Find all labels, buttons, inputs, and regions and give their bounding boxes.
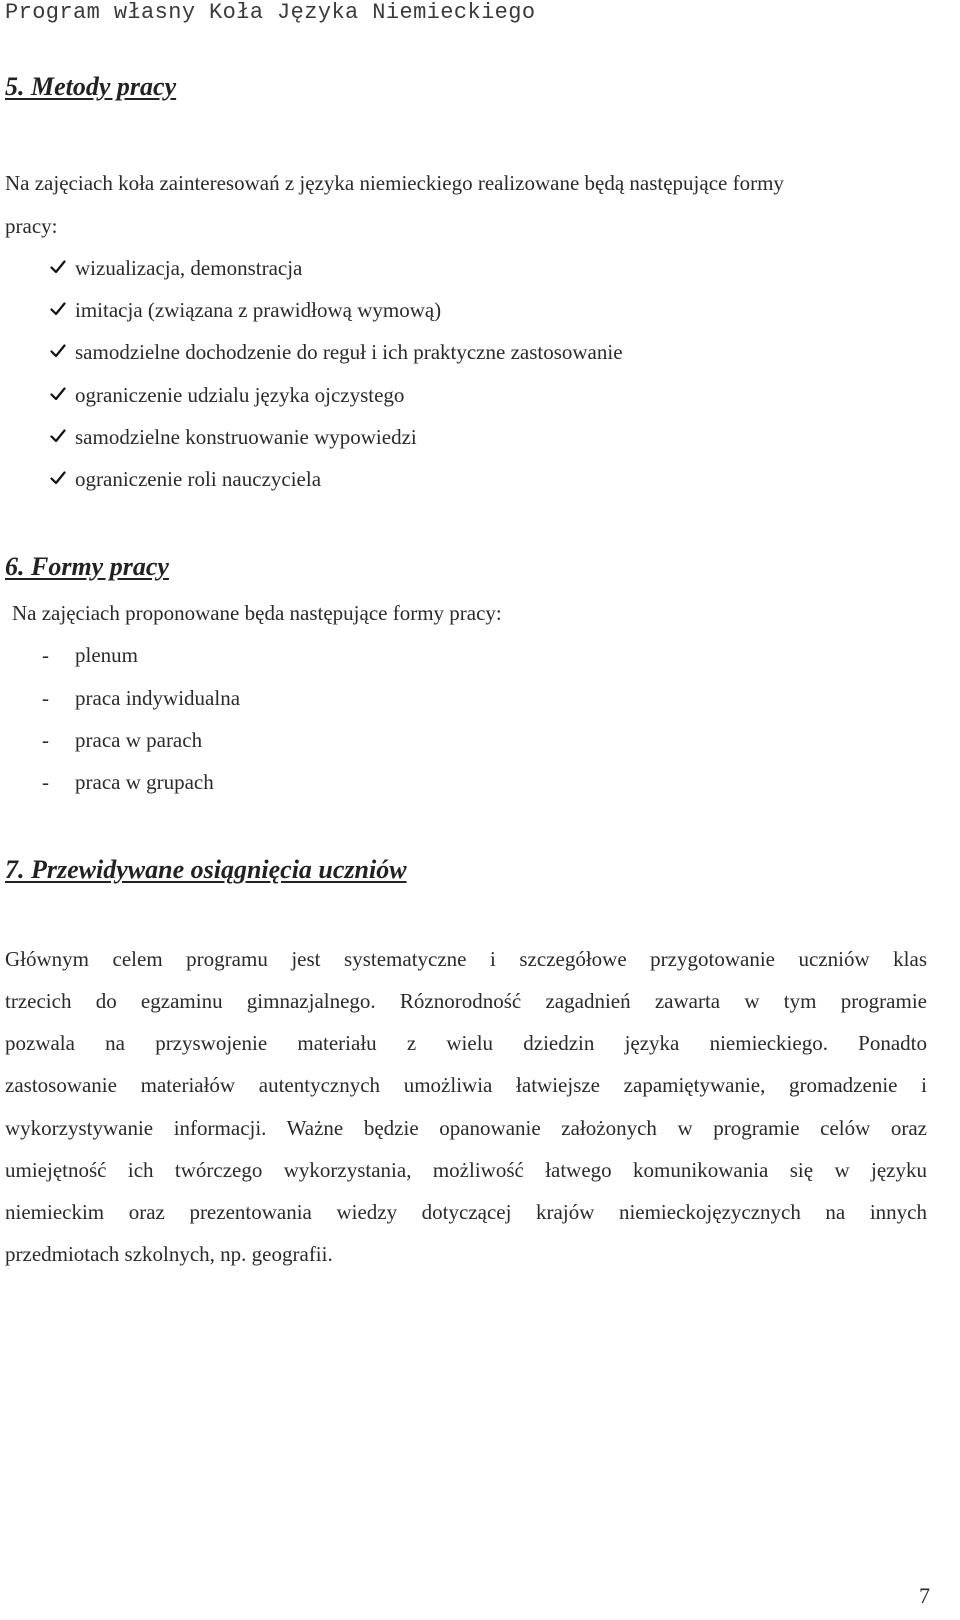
paragraph-line: niemieckim oraz prezentowania wiedzy dotyczącej krajów niemieckojęzycznych na innych	[5, 1200, 927, 1224]
section-heading-przewidywane-osiagniecia: 7. Przewidywane osiągnięcia uczniów	[5, 855, 407, 884]
paragraph-line: trzecich do egzaminu gimnazjalnego. Róznorodność zagadnień zawarta w tym programie	[5, 989, 927, 1013]
paragraph-line: umiejętność ich twórczego wykorzystania, możliwość łatwego komunikowania się w języku	[5, 1158, 927, 1182]
list-item-text: praca w parach	[75, 728, 203, 752]
section-heading-formy-pracy: 6. Formy pracy	[5, 552, 169, 581]
list-item-text: samodzielne dochodzenie do reguł i ich praktyczne zastosowanie	[75, 340, 623, 364]
list-item-text: imitacja (związana z prawidłową wymową)	[75, 298, 442, 322]
list-item-text: plenum	[75, 643, 138, 667]
paragraph-line: pozwala na przyswojenie materiału z wielu dziedzin języka niemieckiego. Ponadto	[5, 1031, 927, 1055]
section5-intro-line-1: Na zajęciach koła zainteresowań z języka niemieckiego realizowane będą następujące formy	[5, 171, 784, 195]
section5-intro-line-2: pracy:	[5, 214, 58, 238]
list-item-text: ograniczenie roli nauczyciela	[75, 467, 322, 491]
checkmark-icon	[50, 301, 66, 317]
checkmark-icon	[50, 470, 66, 486]
checkmark-icon	[50, 428, 66, 444]
checkmark-icon	[50, 343, 66, 359]
paragraph-line: Głównym celem programu jest systematyczne i szczegółowe przygotowanie uczniów klas	[5, 947, 927, 971]
paragraph-line: przedmiotach szkolnych, np. geografii.	[5, 1242, 333, 1266]
paragraph-line: wykorzystywanie informacji. Ważne będzie opanowanie założonych w programie celów oraz	[5, 1116, 927, 1140]
checkmark-icon	[50, 259, 66, 275]
page-number: 7	[919, 1583, 930, 1608]
list-item-text: praca indywidualna	[75, 686, 241, 710]
checkmark-icon	[50, 386, 66, 402]
list-item-text: wizualizacja, demonstracja	[75, 256, 303, 280]
paragraph-line: zastosowanie materiałów autentycznych umożliwia łatwiejsze zapamiętywanie, gromadzenie i	[5, 1073, 927, 1097]
dash-bullet: -	[42, 686, 49, 710]
dash-bullet: -	[42, 728, 49, 752]
page-header-title: Program własny Koła Języka Niemieckiego	[5, 0, 536, 25]
dash-bullet: -	[42, 643, 49, 667]
section6-intro: Na zajęciach proponowane będa następujące formy pracy:	[12, 601, 502, 625]
list-item-text: samodzielne konstruowanie wypowiedzi	[75, 425, 417, 449]
section-heading-metody-pracy: 5. Metody pracy	[5, 72, 177, 101]
list-item-text: ograniczenie udzialu języka ojczystego	[75, 383, 405, 407]
list-item-text: praca w grupach	[75, 770, 214, 794]
dash-bullet: -	[42, 770, 49, 794]
